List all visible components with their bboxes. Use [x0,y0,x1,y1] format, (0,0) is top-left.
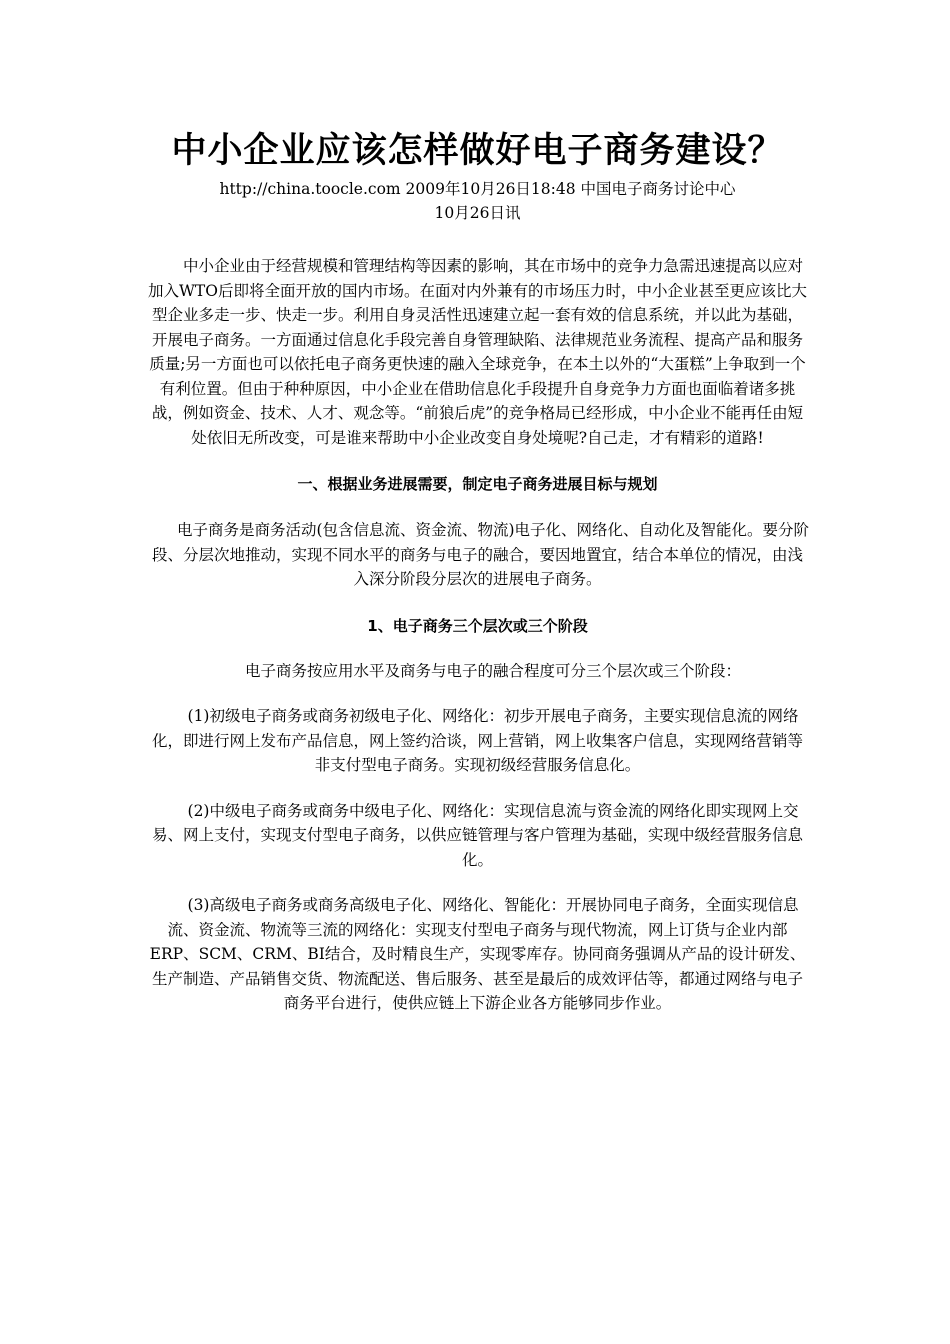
document-page [145,126,810,1016]
dateline: 10月26日讯 [434,204,521,222]
level-3-paragraph: (3)高级电子商务或商务高级电子化、网络化、智能化：开展协同电子商务，全面实现信息流、资金流、物流等三流的网络化：实现支付型电子商务与现代物流，网上订货与企业内部ERP、SCM、CRM、BI结合，及时精良生产，实现零库存。协同商务强调从产品的设计研发、生产制造、产品销售交货、物流配送、售后服务、甚至是最后的成效评估等，都通过网络与电子商务平台进行，使供应链上下游企业各方能够同步作业。 [149,896,806,1012]
level-2-paragraph: (2)中级电子商务或商务中级电子化、网络化：实现信息流与资金流的网络化即实现网上交易、网上支付，实现支付型电子商务，以供应链管理与客户管理为基础，实现中级经营服务信息化。 [151,801,803,869]
subsection-intro: 电子商务按应用水平及商务与电子的融合程度可分三个层次或三个阶段： [244,661,741,680]
intro-paragraph: 中小企业由于经营规模和管理结构等因素的影响，其在市场中的竞争力急需迅速提高以应对加入WTO后即将全面开放的国内市场。在面对内外兼有的市场压力时，中小企业甚至更应该比大型企业多走一步、快走一步。利用自身灵活性迅速建立起一套有效的信息系统，并以此为基础，开展电子商务。一方面通过信息化手段完善自身管理缺陷、法律规范业务流程、提高产品和服务质量;另一方面也可以依托电子商务更快速的融入全球竞争，在本土以外的“大蛋糕”上争取到一个有利位置。但由于种种原因，中小企业在借助信息化手段提升自身竞争力方面也面临着诸多挑战，例如资金、技术、人才、观念等。“前狼后虎”的竞争格局已经形成，中小企业不能再任由短处依旧无所改变，可是谁来帮助中小企业改变自身处境呢?自己走，才有精彩的道路! [148,257,807,447]
document-title: 中小企业应该怎样做好电子商务建设？ [171,131,784,171]
source-line: http://china.toocle.com 2009年10月26日18:48 中国电子商务讨论中心 [219,180,736,198]
section-heading: 一、根据业务进展需要，制定电子商务进展目标与规划 [297,475,658,493]
section-paragraph: 电子商务是商务活动(包含信息流、资金流、物流)电子化、网络化、自动化及智能化。要分阶段、分层次地推动，实现不同水平的商务与电子的融合，要因地置宜，结合本单位的情况，由浅入深分阶段分层次的进展电子商务。 [151,521,810,588]
level-1-paragraph: (1)初级电子商务或商务初级电子化、网络化：初步开展电子商务，主要实现信息流的网络化，即进行网上发布产品信息，网上签约洽谈，网上营销，网上收集客户信息，实现网络营销等非支付型电子商务。实现初级经营服务信息化。 [151,707,803,774]
subsection-heading: 1、电子商务三个层次或三个阶段 [367,616,588,635]
